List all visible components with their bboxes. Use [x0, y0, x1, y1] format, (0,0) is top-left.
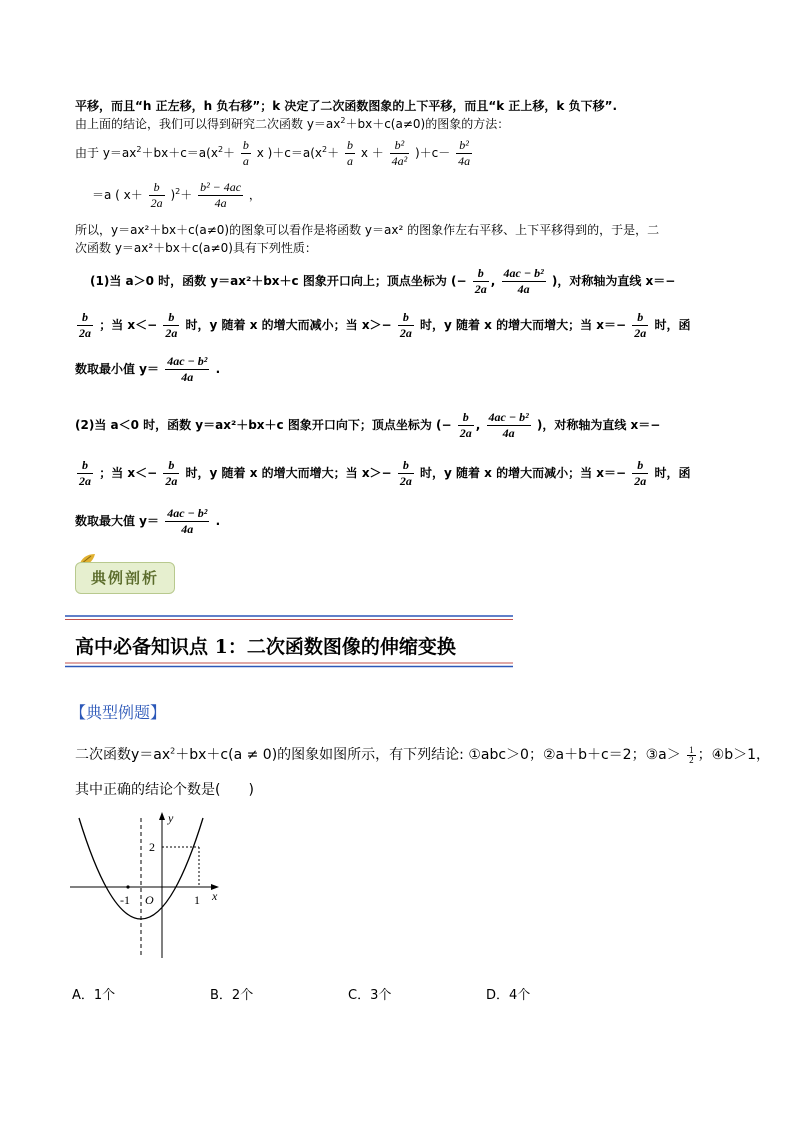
- deriv2-seg-c: ＋: [180, 188, 193, 202]
- root-point: [126, 885, 129, 888]
- q-l1-post: ＋bx＋c(a ≠ 0)的图象如图所示，有下列结论: ①abc＞0；②a＋b＋c＝2；③a＞: [175, 747, 681, 763]
- fraction-b-over-2a: $\frac{b}{2a}$: [459, 410, 472, 440]
- fraction-b-over-2a: $\frac{b}{2a}$: [165, 310, 178, 340]
- fraction-b-over-2a: $\frac{b}{2a}$: [399, 310, 412, 340]
- deriv2-seg-a: ＝a ( x＋: [92, 188, 143, 202]
- intro-line-6: 次函数 y＝ax²＋bx＋c(a≠0)具有下列性质：: [75, 241, 317, 255]
- prop1-l1-mid: ,: [490, 274, 496, 288]
- y-axis-arrow: [159, 812, 165, 820]
- option-c[interactable]: C．3个: [348, 988, 392, 1003]
- fraction-b-over-a-2: $\frac{b}{a}$: [346, 138, 353, 168]
- tick-label-1: 1: [194, 893, 200, 907]
- fraction-b-over-2a: $\frac{b}{2a}$: [634, 458, 647, 488]
- prop2-l2-b: 时，y 随着 x 的增大而增大；当 x＞−: [185, 466, 392, 480]
- deriv-seg-e: ＋: [327, 146, 340, 160]
- prop1-l3-post: .: [215, 362, 221, 376]
- fraction-b-over-2a: $\frac{b}{2a}$: [399, 458, 412, 488]
- fraction-b2-over-4a: $\frac{\text{b²}}{4a}$: [458, 138, 471, 168]
- fraction-vertex-y: $\frac{\text{4ac − b²}}{4a}$: [488, 410, 529, 440]
- fraction-b-over-2a: $\frac{b}{2a}$: [634, 310, 647, 340]
- prop2-l2-d: 时，函: [654, 466, 691, 480]
- property-1-line-1: [90, 266, 675, 297]
- property-1-line-2: [75, 310, 690, 341]
- property-2-line-3: [75, 506, 220, 537]
- tick-label-2: 2: [149, 840, 155, 854]
- fraction-b-over-2a: $\frac{b}{2a}$: [150, 180, 163, 210]
- q-l1-pre: 二次函数y＝ax: [75, 747, 171, 763]
- fraction-vertex-y: $\frac{\text{4ac − b²}}{4a}$: [503, 266, 544, 296]
- prop2-l3-post: .: [215, 514, 221, 528]
- fraction-b2-over-4a2: $\frac{\text{b²}}{\text{4a²}}$: [391, 138, 408, 168]
- prop1-l2-c: 时，y 随着 x 的增大而增大；当 x＝−: [420, 318, 627, 332]
- fraction-b-over-2a: $\frac{b}{2a}$: [79, 310, 91, 340]
- prop2-l1-pre: (2)当 a＜0 时，函数 y＝ax²＋bx＋c 图象开口向下；顶点坐标为 (−: [75, 418, 452, 432]
- prop1-l2-a: ；当 x＜−: [99, 318, 158, 332]
- intro-line-1: 平移，而且“h 正左移，h 负右移”；k 决定了二次函数图象的上下平移，而且“k 正上移，k 负下移”.: [75, 99, 618, 113]
- fraction-b-over-2a: $\frac{b}{2a}$: [474, 266, 487, 296]
- fraction-b-over-a: $\frac{b}{a}$: [242, 138, 249, 168]
- section-title: 高中必备知识点 1：二次函数图像的伸缩变换: [75, 636, 456, 658]
- title-rule-bottom: [65, 662, 513, 668]
- prop2-l2-a: ；当 x＜−: [99, 466, 158, 480]
- prop1-l1-post: )，对称轴为直线 x＝−: [551, 274, 676, 288]
- option-a[interactable]: A．1个: [72, 988, 116, 1003]
- prop1-l2-b: 时，y 随着 x 的增大而减小；当 x＞−: [185, 318, 392, 332]
- prop2-l1-post: )，对称轴为直线 x＝−: [536, 418, 661, 432]
- fraction-discriminant-over-4a: $\frac{\text{b² − 4ac}}{4a}$: [200, 180, 242, 210]
- prop1-l2-d: 时，函: [654, 318, 691, 332]
- fraction-b-over-2a: $\frac{b}{2a}$: [79, 458, 91, 488]
- x-axis-label: x: [212, 889, 218, 903]
- fraction-vertex-y: $\frac{\text{4ac − b²}}{4a}$: [167, 354, 208, 384]
- deriv-seg-c: ＋: [223, 146, 236, 160]
- property-2-line-1: [75, 410, 660, 441]
- deriv-seg-g: )＋c－: [415, 146, 451, 160]
- deriv2-seg-b: ): [170, 188, 176, 202]
- fraction-b-over-2a: $\frac{b}{2a}$: [165, 458, 178, 488]
- tick-label-neg1: -1: [120, 893, 130, 907]
- example-title: 【典型例题】: [70, 703, 167, 722]
- deriv-seg-f: x ＋: [360, 146, 384, 160]
- origin-label: O: [145, 893, 154, 907]
- prop2-l1-mid: ,: [475, 418, 481, 432]
- y-axis-label: y: [168, 811, 174, 825]
- prop1-l1-pre: (1)当 a＞0 时，函数 y＝ax²＋bx＋c 图象开口向上；顶点坐标为 (−: [90, 274, 467, 288]
- question-line-1: 二次函数$y=ax^2+bx+c(a \ne 0)$的图象如图所示，有下列结论: ①abc＞0；②a＋b＋c＝2；③a＞ $\frac{1}{2}$ ；④b＞1，: [75, 744, 771, 765]
- option-d[interactable]: D．4个: [486, 988, 531, 1003]
- deriv2-seg-d: ，: [248, 188, 261, 202]
- derivation-line-1: 由于 $y=ax^2+bx+c=a(x^2+$ $\frac{b}{a}$ x )$+c=a(x^2+$ $\frac{b}{a}$ x ＋ $\frac{\text{b²}}{\text{4a²}}$ )＋c－ $\frac{\text{b²}}{4a}$: [75, 138, 471, 168]
- option-b[interactable]: B．2个: [210, 988, 254, 1003]
- deriv-seg-a: 由于 y＝ax: [75, 146, 137, 160]
- title-rule-top: [65, 615, 513, 621]
- derivation-line-2: ＝a ( x＋ $\frac{b}{2a}$ )$^2$＋ $\frac{\text{b² − 4ac}}{4a}$ ，: [92, 180, 261, 210]
- section-badge: 典例剖析: [75, 562, 175, 594]
- intro-line-2-pre: 由上面的结论，我们可以得到研究二次函数 y＝ax: [75, 117, 341, 131]
- prop2-l2-c: 时，y 随着 x 的增大而减小；当 x＝−: [420, 466, 627, 480]
- property-1-line-3: [75, 354, 220, 385]
- prop1-l3-pre: 数取最小值 y＝: [75, 362, 160, 376]
- q-l1-end: ；④b＞1，: [697, 747, 771, 763]
- deriv-seg-d: x )＋c＝a(x: [256, 146, 323, 160]
- intro-line-2: 由上面的结论，我们可以得到研究二次函数 $y=ax^2+bx+c(a\ne 0)$的图象的方法：: [75, 116, 510, 131]
- intro-line-2-post: ＋bx＋c(a≠0)的图象的方法：: [345, 117, 510, 131]
- deriv-seg-b: ＋bx＋c＝a(x: [141, 146, 218, 160]
- question-line-2: 其中正确的结论个数是( ): [75, 782, 254, 798]
- fraction-vertex-y: $\frac{\text{4ac − b²}}{4a}$: [167, 506, 208, 536]
- fraction-one-half: $\frac{1}{2}$: [689, 744, 694, 765]
- prop2-l3-pre: 数取最大值 y＝: [75, 514, 160, 528]
- intro-line-5: 所以，y＝ax²＋bx＋c(a≠0)的图象可以看作是将函数 y＝ax² 的图象作左右平移、上下平移得到的，于是，二: [75, 223, 660, 237]
- property-2-line-2: [75, 458, 690, 489]
- parabola-graph: [65, 808, 235, 968]
